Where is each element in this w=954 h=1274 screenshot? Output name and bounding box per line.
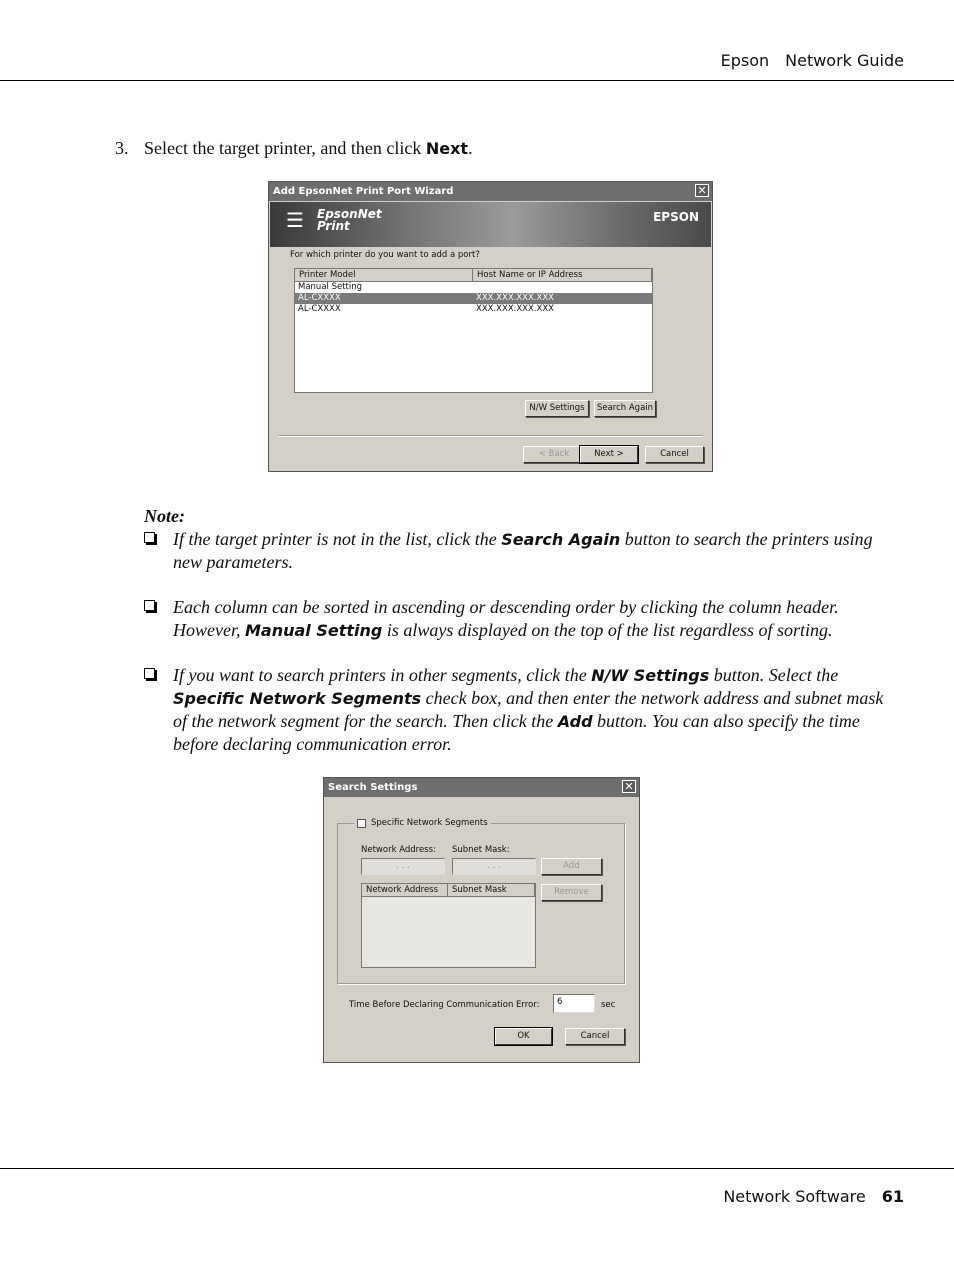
epsonnet-logo-icon: ☰ — [286, 208, 304, 232]
note-text: If the target printer is not in the list, click the — [173, 529, 502, 549]
epson-brand: EPSON — [653, 210, 699, 224]
time-value-input[interactable]: 6 — [553, 994, 595, 1013]
row-address — [473, 282, 652, 293]
wizard-banner — [270, 202, 711, 247]
step-instruction — [115, 138, 473, 159]
network-address-label: Network Address: — [361, 845, 436, 855]
header-rule — [0, 80, 954, 81]
row-model: AL-CXXXX — [298, 293, 341, 303]
note-bold: Specific Network Segments — [173, 689, 422, 708]
note-bullet-1 — [144, 528, 884, 574]
logo-line-1: EpsonNet — [317, 207, 382, 221]
wizard-separator — [278, 435, 703, 437]
specific-network-segments-checkbox[interactable] — [354, 818, 491, 828]
back-button[interactable]: < Back — [523, 446, 585, 463]
step-bold-next: Next — [425, 139, 469, 158]
note-text: button. You can also specify the time before declaring communication error. — [173, 711, 860, 754]
note-bold: Search Again — [501, 530, 621, 549]
row-address: XXX.XXX.XXX.XXX — [476, 304, 554, 314]
column-header-host-name[interactable]: Host Name or IP Address — [473, 269, 652, 282]
logo-line-2: Print — [317, 219, 350, 233]
column-header-printer-model[interactable]: Printer Model — [295, 269, 473, 282]
wizard-dialog — [268, 181, 713, 472]
step-text: Select the target printer, and then click — [144, 138, 426, 158]
list-item[interactable] — [295, 282, 652, 293]
note-text: If you want to search printers in other segments, click the — [173, 665, 592, 685]
step-text-end: . — [468, 138, 473, 158]
cancel-button[interactable]: Cancel — [645, 446, 704, 463]
epsonnet-logo — [317, 208, 382, 232]
list-item-selected[interactable] — [295, 293, 652, 304]
nw-settings-button[interactable]: N/W Settings — [525, 400, 589, 417]
printer-list[interactable] — [294, 268, 653, 393]
list-item[interactable] — [295, 304, 652, 315]
printer-list-header — [295, 269, 652, 282]
note-text: button. Select the — [709, 665, 839, 685]
note-text: button to search the printers using new parameters. — [173, 529, 873, 572]
note-heading: Note: — [144, 506, 185, 526]
header-brand: Epson — [720, 51, 770, 70]
note-text: Each column can be sorted in ascending or descending order by clicking the column header. However, — [173, 597, 839, 640]
segment-list[interactable] — [361, 883, 536, 968]
wizard-title: Add EpsonNet Print Port Wizard — [273, 186, 454, 197]
page-number: 61 — [881, 1187, 904, 1206]
step-number: 3. — [115, 138, 129, 158]
bullet-box-icon — [144, 600, 155, 611]
search-title: Search Settings — [328, 782, 418, 793]
checkbox-icon[interactable] — [357, 819, 366, 828]
note-bold: Add — [557, 712, 593, 731]
close-icon[interactable]: ✕ — [695, 184, 709, 197]
add-button[interactable]: Add — [541, 858, 602, 875]
checkbox-label: Specific Network Segments — [371, 818, 488, 828]
subnet-mask-field[interactable]: . . . — [452, 858, 536, 875]
subnet-mask-label: Subnet Mask: — [452, 845, 510, 855]
footer-section: Network Software — [723, 1187, 866, 1206]
row-address: XXX.XXX.XXX.XXX — [476, 293, 554, 303]
header-guide-title: Network Guide — [785, 51, 904, 70]
network-address-field[interactable]: . . . — [361, 858, 445, 875]
running-header — [721, 51, 904, 70]
bullet-box-icon — [144, 668, 155, 679]
close-icon[interactable]: ✕ — [622, 780, 636, 793]
segment-list-header — [362, 884, 535, 897]
note-section — [144, 505, 884, 756]
note-bold: N/W Settings — [591, 666, 710, 685]
note-bold: Manual Setting — [244, 621, 383, 640]
note-bullet-3 — [144, 664, 884, 756]
note-bullet-2 — [144, 596, 884, 642]
wizard-titlebar — [269, 182, 712, 201]
footer-rule — [0, 1168, 954, 1169]
column-header-network-address[interactable]: Network Address — [362, 884, 448, 897]
search-settings-dialog — [323, 777, 640, 1063]
note-text: check box, and then enter the network address and subnet mask of the network segment for the search. Then click the — [173, 688, 884, 731]
search-again-button[interactable]: Search Again — [594, 400, 656, 417]
column-header-subnet-mask[interactable]: Subnet Mask — [448, 884, 535, 897]
remove-button[interactable]: Remove — [541, 884, 602, 901]
running-footer — [723, 1187, 904, 1206]
note-text: is always displayed on the top of the list regardless of sorting. — [382, 620, 833, 640]
wizard-prompt: For which printer do you want to add a port? — [290, 250, 480, 260]
search-titlebar — [324, 778, 639, 797]
ok-button[interactable]: OK — [495, 1028, 552, 1045]
row-model: AL-CXXXX — [298, 304, 341, 314]
time-before-error-label: Time Before Declaring Communication Error: — [349, 1000, 540, 1010]
time-unit-label: sec — [601, 1000, 616, 1010]
next-button[interactable]: Next > — [580, 446, 638, 463]
row-model: Manual Setting — [298, 282, 363, 292]
cancel-button[interactable]: Cancel — [565, 1028, 625, 1045]
bullet-box-icon — [144, 532, 155, 543]
